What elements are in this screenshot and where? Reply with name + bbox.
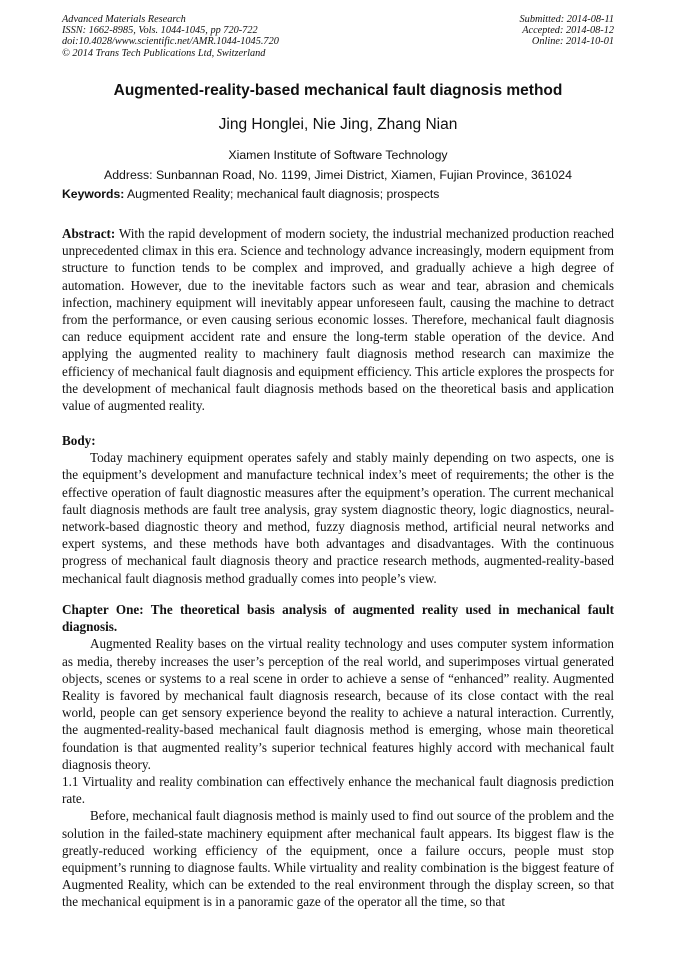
issn-line: ISSN: 1662-8985, Vols. 1044-1045, pp 720-722	[62, 25, 258, 37]
body-heading: Body:	[62, 433, 96, 448]
abstract-section	[62, 225, 614, 414]
chapter-one-heading: Chapter One: The theoretical basis analysis of augmented reality used in mechanical fault diagnosis.	[62, 602, 614, 635]
dates-header	[364, 14, 614, 48]
affiliation-block	[62, 145, 614, 185]
affiliation: Xiamen Institute of Software Technology	[228, 148, 448, 162]
online-date: Online: 2014-10-01	[531, 36, 614, 48]
address: Address: Sunbannan Road, No. 1199, Jimei District, Xiamen, Fujian Province, 361024	[104, 168, 572, 182]
abstract-text: With the rapid development of modern society, the industrial mechanized production reached unprecedented climax in this era. Science and technology advance increasingly, modern equipment from structure to function tends to be complex and improved, and gradually achieve a high degree of automation. However, due to the inevitable factors such as wear and tear, abrasion and chemicals infection, machinery equipment will inevitably appear unforeseen fault, causing the machine to detract from the performance, or even causing serious economic losses. Therefore, mechanical fault diagnosis can reduce equipment accident rate and ensure the long-term stable operation of the device. And applying the augmented reality to machinery fault diagnosis method research can maximize the efficiency of mechanical fault diagnosis and equipment efficiency. This article explores the prospects for the development of mechanical fault diagnosis methods based on the theoretical basis and application value of augmented reality.	[62, 226, 614, 414]
keywords-text: Augmented Reality; mechanical fault diagnosis; prospects	[127, 187, 440, 201]
doi-line: doi:10.4028/www.scientific.net/AMR.1044-1045.720	[62, 36, 279, 48]
chapter-one-paragraph-1: Augmented Reality bases on the virtual reality technology and uses computer system information as media, thereby increases the user’s perception of the real world, and superimposes virtual generated objects, scenes or systems to a real scene in order to achieve a sense of “enhanced” reality. Augmented Reality is favored by mechanical fault diagnosis research, because of its close contact with the real world, people can get sensory experience beyond the reality to achieve a natural interaction. Currently, the augmented-reality-based mechanical fault diagnosis method is emerging, whose main theoretical foundation is that augmented reality’s superior technical features highly accord with mechanical fault diagnosis theory.	[62, 636, 614, 772]
chapter-one-paragraph-2: Before, mechanical fault diagnosis method is mainly used to find out source of the problem and the solution in the failed-state machinery equipment after mechanical fault appears. Its biggest flaw is the greatly-reduced working efficiency of the equipment, once a failure occurs, people must stop equipment’s running to diagnose faults. While virtuality and reality combination is the biggest feature of Augmented Reality, which can be extended to the real environment through the display screen, so that the mechanical equipment is in a panoramic gaze of the operator all the time, so that	[62, 808, 614, 910]
abstract-paragraph	[62, 225, 614, 414]
abstract-label: Abstract:	[62, 226, 116, 241]
paper-authors: Jing Honglei, Nie Jing, Zhang Nian	[218, 116, 458, 133]
keywords-label: Keywords:	[62, 187, 125, 201]
paper-title: Augmented-reality-based mechanical fault diagnosis method	[113, 82, 563, 99]
body-section	[62, 432, 614, 587]
journal-name: Advanced Materials Research	[62, 14, 186, 25]
chapter-one-section	[62, 601, 614, 911]
accepted-date: Accepted: 2014-08-12	[522, 25, 614, 37]
copyright-line: © 2014 Trans Tech Publications Ltd, Switzerland	[62, 47, 266, 59]
submitted-date: Submitted: 2014-08-11	[519, 14, 614, 25]
subsection-1-1-heading: 1.1 Virtuality and reality combination can effectively enhance the mechanical fault diagnosis prediction rate.	[62, 774, 614, 807]
body-paragraph: Today machinery equipment operates safely and stably mainly depending on two aspects, one is the equipment’s development and manufacture technical index’s meet of requirements; the other is the effective operation of fault diagnostic measures after the equipment’s operation. The current mechanical fault diagnosis methods are fault tree analysis, gray system diagnostic theory, logic diagnostics, neural-network-based diagnostic theory and method, fuzzy diagnosis method, artificial neural networks and expert systems, and these methods have both advantages and disadvantages. With the continuous progress of mechanical fault diagnosis theory and practice research methods, augmented-reality-based mechanical fault diagnosis method gradually comes into people’s view.	[62, 450, 614, 586]
keywords	[62, 187, 614, 201]
journal-header	[62, 14, 362, 59]
